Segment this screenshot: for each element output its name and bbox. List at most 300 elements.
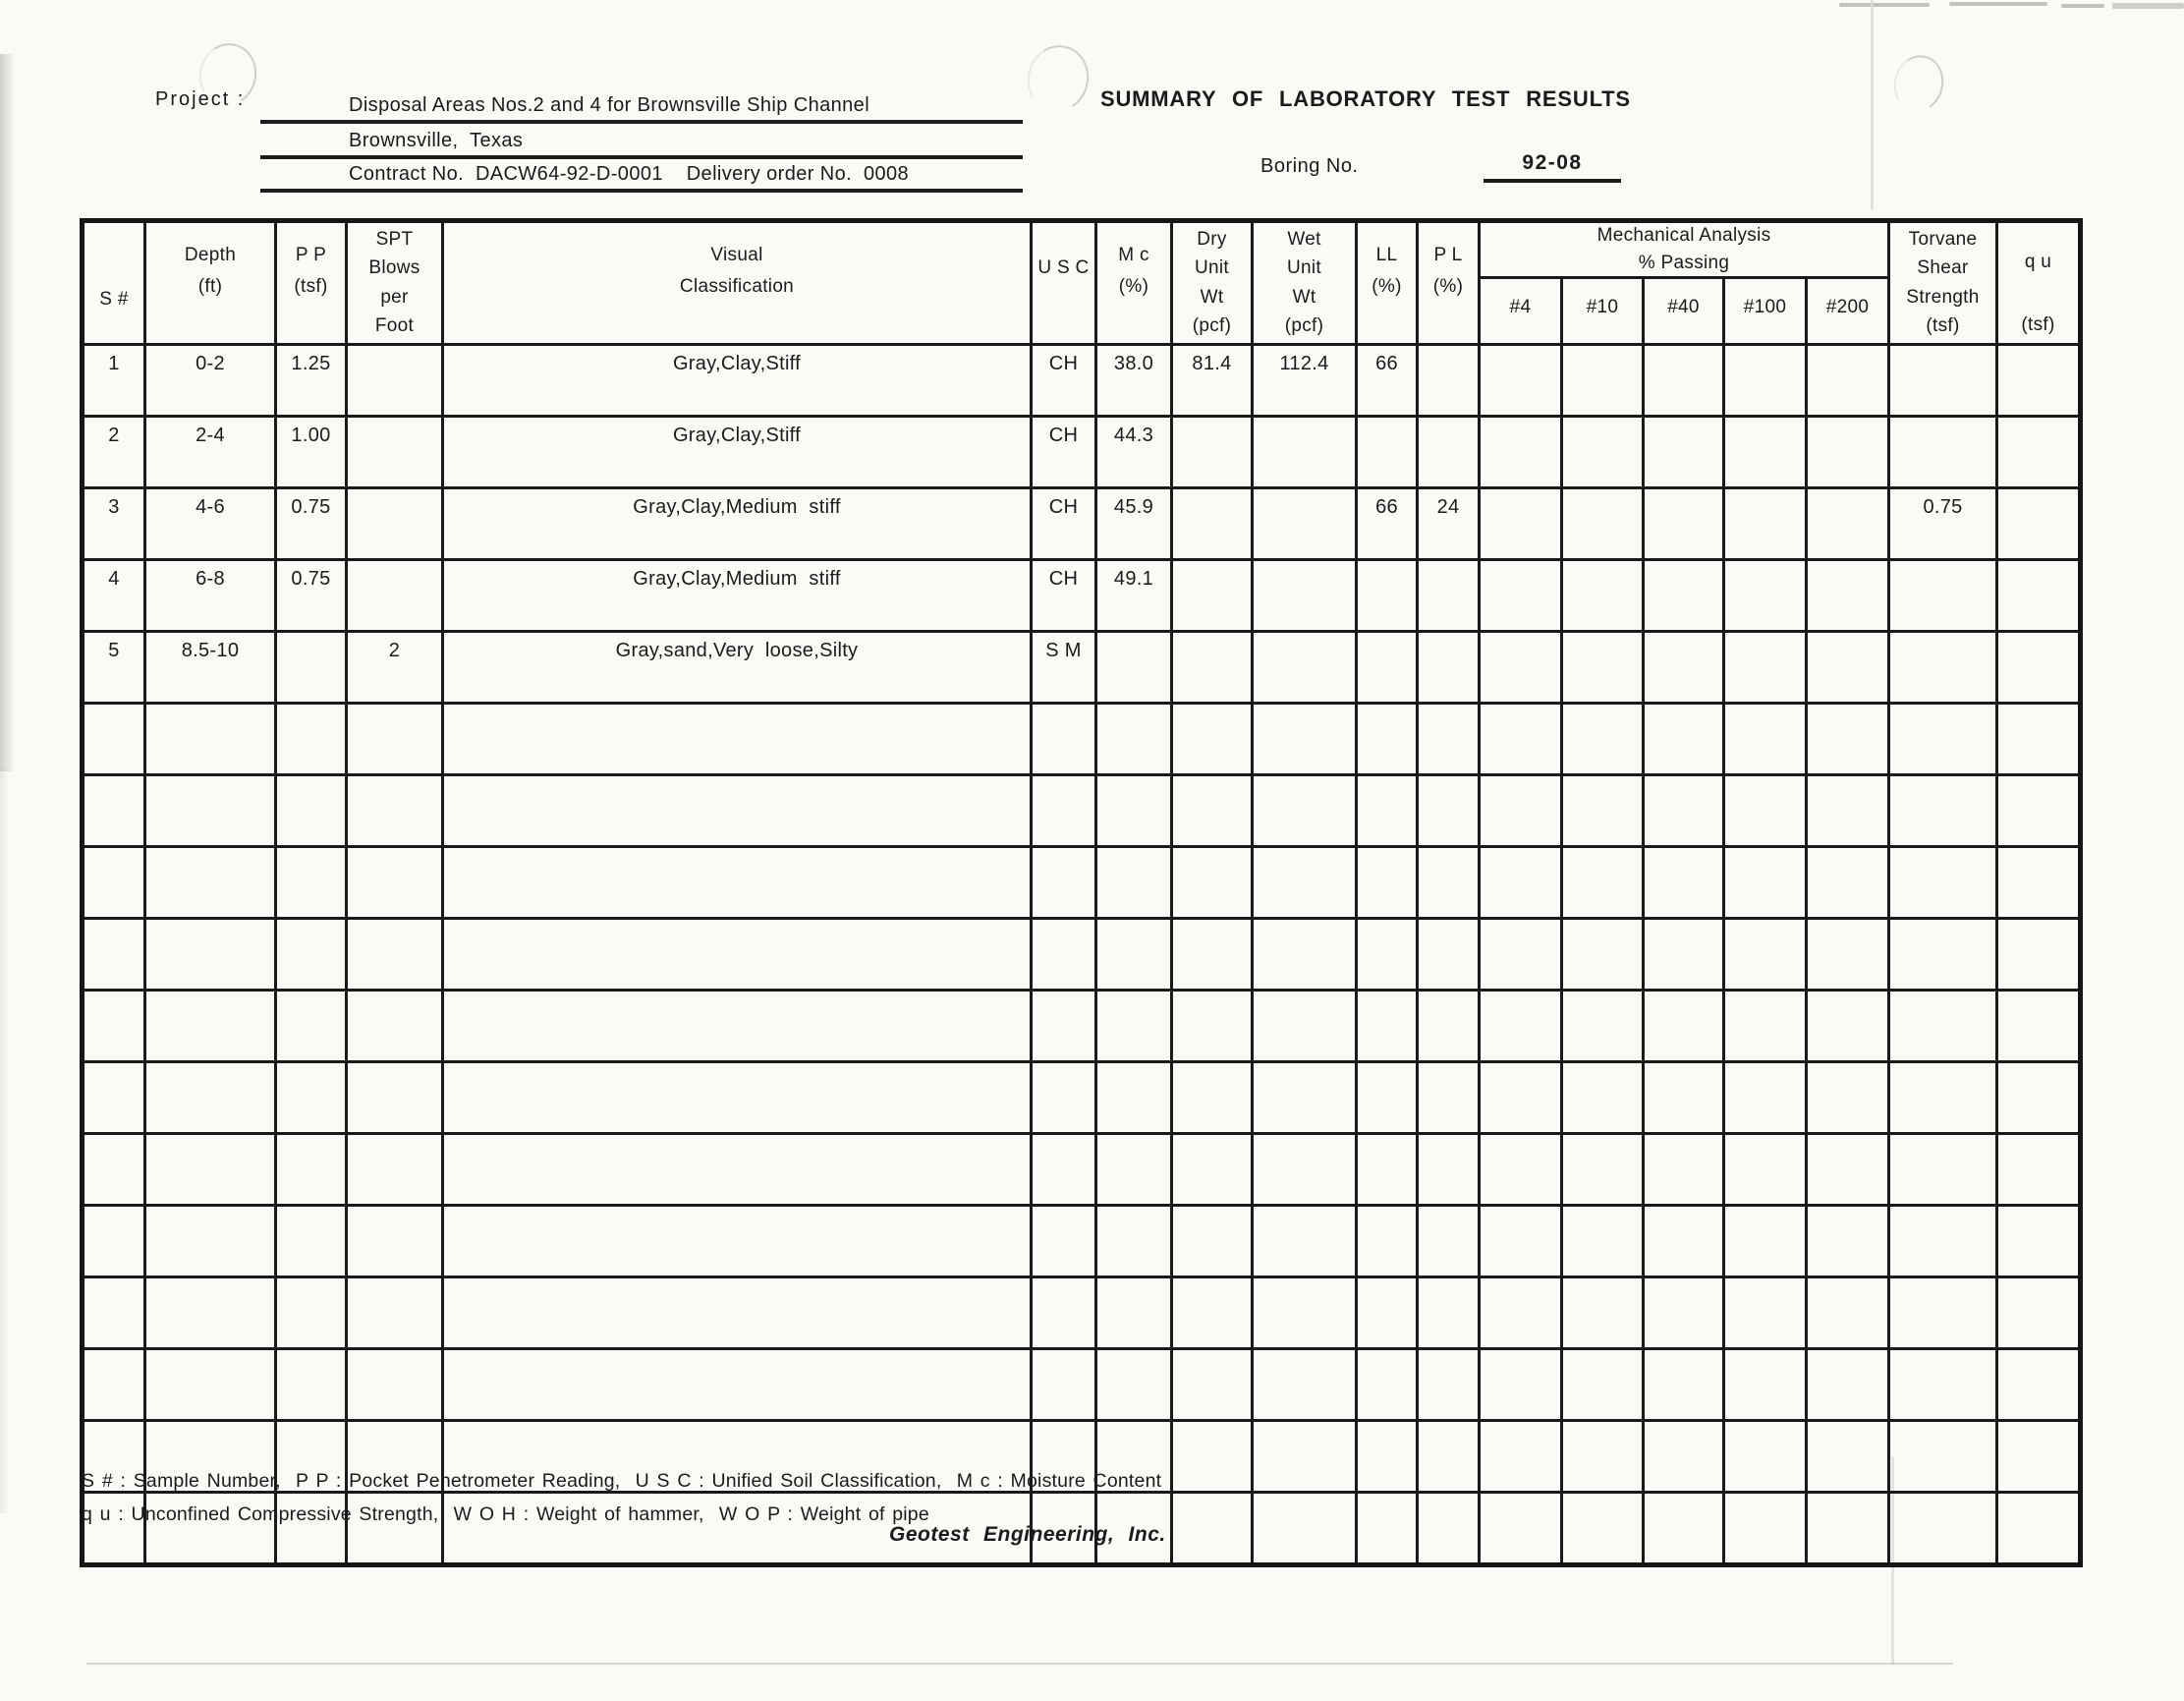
- scan-edge-shadow: [0, 54, 15, 771]
- scan-artifact-dash: [1949, 2, 2047, 6]
- table-row: [83, 560, 2081, 632]
- cell-passing_100: [1724, 704, 1807, 775]
- table-row: [83, 1349, 2081, 1421]
- cell-visual_classification: [443, 919, 1032, 991]
- col-header-torvane-shear: Torvane Shear Strength (tsf): [1889, 221, 1997, 345]
- cell-spt_blows: [347, 775, 443, 847]
- cell-torvane_shear: [1889, 1062, 1997, 1134]
- cell-passing_10: [1562, 919, 1644, 991]
- cell-spt_blows: [347, 488, 443, 560]
- cell-passing_200: [1807, 704, 1889, 775]
- cell-ll: [1357, 1206, 1418, 1277]
- cell-visual_classification: Gray,Clay,Medium stiff: [443, 488, 1032, 560]
- cell-pp: 0.75: [276, 488, 347, 560]
- punch-hole-mark-right: [1888, 50, 1950, 117]
- cell-qu: [1997, 345, 2081, 417]
- cell-passing_10: [1562, 1134, 1644, 1206]
- col-header-pl: P L (%): [1418, 221, 1480, 345]
- col-header-visual-classification: Visual Classification: [443, 221, 1032, 345]
- cell-torvane_shear: [1889, 1277, 1997, 1349]
- cell-qu: [1997, 1493, 2081, 1565]
- cell-passing_100: [1724, 488, 1807, 560]
- scan-artifact-hline-bottom: [86, 1663, 1953, 1665]
- cell-depth: 6-8: [145, 560, 276, 632]
- cell-passing_200: [1807, 1134, 1889, 1206]
- cell-passing_10: [1562, 847, 1644, 919]
- cell-passing_40: [1644, 991, 1724, 1062]
- cell-pl: [1418, 1493, 1480, 1565]
- cell-pl: [1418, 632, 1480, 704]
- cell-passing_100: [1724, 1134, 1807, 1206]
- cell-pp: [276, 919, 347, 991]
- cell-passing_4: [1480, 1349, 1562, 1421]
- cell-passing_10: [1562, 632, 1644, 704]
- cell-mc: [1096, 704, 1172, 775]
- cell-dry_unit_wt: [1172, 1421, 1253, 1493]
- cell-passing_100: [1724, 417, 1807, 488]
- cell-mc: [1096, 1134, 1172, 1206]
- cell-passing_40: [1644, 1134, 1724, 1206]
- table-row: [83, 632, 2081, 704]
- cell-ll: 66: [1357, 345, 1418, 417]
- cell-wet_unit_wt: [1253, 1493, 1357, 1565]
- cell-qu: [1997, 847, 2081, 919]
- cell-passing_4: [1480, 560, 1562, 632]
- col-header-ll: LL (%): [1357, 221, 1418, 345]
- cell-mc: [1096, 775, 1172, 847]
- cell-mc: 49.1: [1096, 560, 1172, 632]
- cell-ll: 66: [1357, 488, 1418, 560]
- col-header-mc: M c (%): [1096, 221, 1172, 345]
- cell-torvane_shear: [1889, 1206, 1997, 1277]
- cell-mc: [1096, 919, 1172, 991]
- cell-torvane_shear: [1889, 847, 1997, 919]
- cell-passing_40: [1644, 1421, 1724, 1493]
- cell-spt_blows: [347, 1277, 443, 1349]
- cell-passing_200: [1807, 632, 1889, 704]
- cell-visual_classification: Gray,sand,Very loose,Silty: [443, 632, 1032, 704]
- cell-mc: [1096, 632, 1172, 704]
- cell-passing_10: [1562, 775, 1644, 847]
- cell-passing_100: [1724, 1421, 1807, 1493]
- cell-s_no: 1: [83, 345, 145, 417]
- cell-passing_100: [1724, 1062, 1807, 1134]
- cell-ll: [1357, 775, 1418, 847]
- cell-passing_10: [1562, 417, 1644, 488]
- cell-depth: [145, 1277, 276, 1349]
- cell-passing_200: [1807, 417, 1889, 488]
- cell-usc: [1032, 1349, 1096, 1421]
- table-row: [83, 847, 2081, 919]
- cell-usc: [1032, 991, 1096, 1062]
- cell-passing_200: [1807, 1421, 1889, 1493]
- cell-torvane_shear: [1889, 1349, 1997, 1421]
- cell-spt_blows: [347, 1062, 443, 1134]
- cell-s_no: [83, 1206, 145, 1277]
- cell-passing_4: [1480, 1277, 1562, 1349]
- cell-pl: [1418, 1206, 1480, 1277]
- cell-ll: [1357, 847, 1418, 919]
- cell-usc: [1032, 919, 1096, 991]
- footnote-abbreviations-2: q u : Unconfined Compressive Strength, W O H : Weight of hammer, W O P : Weight of pipe: [82, 1503, 929, 1525]
- cell-s_no: [83, 1062, 145, 1134]
- cell-qu: [1997, 417, 2081, 488]
- cell-passing_200: [1807, 1349, 1889, 1421]
- cell-spt_blows: [347, 704, 443, 775]
- cell-passing_200: [1807, 1062, 1889, 1134]
- cell-passing_40: [1644, 632, 1724, 704]
- cell-dry_unit_wt: [1172, 1493, 1253, 1565]
- cell-qu: [1997, 560, 2081, 632]
- cell-depth: [145, 991, 276, 1062]
- cell-passing_40: [1644, 704, 1724, 775]
- cell-s_no: 4: [83, 560, 145, 632]
- cell-mc: [1096, 1349, 1172, 1421]
- company-name: Geotest Engineering, Inc.: [889, 1523, 1166, 1546]
- cell-pl: [1418, 1349, 1480, 1421]
- col-header-spt-blows: SPT Blows per Foot: [347, 221, 443, 345]
- cell-wet_unit_wt: [1253, 704, 1357, 775]
- project-label: Project :: [155, 88, 246, 110]
- cell-usc: CH: [1032, 345, 1096, 417]
- cell-passing_40: [1644, 847, 1724, 919]
- cell-ll: [1357, 1421, 1418, 1493]
- col-header-wet-unit-wt: Wet Unit Wt (pcf): [1253, 221, 1357, 345]
- cell-mc: [1096, 1277, 1172, 1349]
- cell-pl: [1418, 345, 1480, 417]
- col-header-passing-10: #10: [1562, 277, 1644, 344]
- cell-dry_unit_wt: [1172, 1062, 1253, 1134]
- cell-qu: [1997, 1421, 2081, 1493]
- cell-passing_200: [1807, 1206, 1889, 1277]
- cell-passing_200: [1807, 345, 1889, 417]
- cell-visual_classification: [443, 1349, 1032, 1421]
- cell-ll: [1357, 1134, 1418, 1206]
- cell-mc: 44.3: [1096, 417, 1172, 488]
- scan-artifact-dash: [2061, 4, 2104, 8]
- cell-usc: [1032, 1062, 1096, 1134]
- cell-torvane_shear: [1889, 1421, 1997, 1493]
- cell-passing_100: [1724, 1349, 1807, 1421]
- cell-wet_unit_wt: [1253, 1062, 1357, 1134]
- cell-passing_4: [1480, 919, 1562, 991]
- cell-ll: [1357, 417, 1418, 488]
- cell-passing_100: [1724, 345, 1807, 417]
- cell-s_no: 5: [83, 632, 145, 704]
- cell-depth: [145, 775, 276, 847]
- cell-s_no: [83, 775, 145, 847]
- cell-pl: [1418, 1134, 1480, 1206]
- cell-passing_100: [1724, 1277, 1807, 1349]
- punch-hole-mark-center: [1021, 39, 1096, 119]
- cell-spt_blows: [347, 560, 443, 632]
- cell-pp: [276, 1349, 347, 1421]
- scan-edge-shadow-lower: [0, 766, 9, 1513]
- cell-passing_10: [1562, 1062, 1644, 1134]
- cell-dry_unit_wt: [1172, 488, 1253, 560]
- cell-dry_unit_wt: [1172, 1349, 1253, 1421]
- cell-ll: [1357, 919, 1418, 991]
- cell-usc: CH: [1032, 417, 1096, 488]
- cell-torvane_shear: [1889, 991, 1997, 1062]
- footnote-abbreviations-1: S # : Sample Number, P P : Pocket Penetrometer Reading, U S C : Unified Soil Classification, M c : Moisture Content: [82, 1470, 1162, 1492]
- cell-passing_10: [1562, 1493, 1644, 1565]
- cell-depth: [145, 1062, 276, 1134]
- table-row: [83, 345, 2081, 417]
- cell-s_no: [83, 847, 145, 919]
- cell-passing_200: [1807, 1493, 1889, 1565]
- cell-passing_4: [1480, 1062, 1562, 1134]
- cell-torvane_shear: [1889, 1493, 1997, 1565]
- cell-passing_10: [1562, 1206, 1644, 1277]
- cell-wet_unit_wt: [1253, 919, 1357, 991]
- cell-depth: 4-6: [145, 488, 276, 560]
- cell-pp: [276, 847, 347, 919]
- cell-passing_4: [1480, 488, 1562, 560]
- cell-dry_unit_wt: [1172, 632, 1253, 704]
- cell-passing_200: [1807, 488, 1889, 560]
- cell-torvane_shear: [1889, 775, 1997, 847]
- col-header-qu: q u (tsf): [1997, 221, 2081, 345]
- col-header-dry-unit-wt: Dry Unit Wt (pcf): [1172, 221, 1253, 345]
- cell-passing_100: [1724, 775, 1807, 847]
- cell-usc: [1032, 1277, 1096, 1349]
- cell-spt_blows: [347, 1134, 443, 1206]
- cell-mc: [1096, 1206, 1172, 1277]
- cell-ll: [1357, 704, 1418, 775]
- scan-artifact-vline-top: [1871, 0, 1874, 210]
- cell-torvane_shear: [1889, 560, 1997, 632]
- cell-torvane_shear: [1889, 632, 1997, 704]
- cell-spt_blows: [347, 847, 443, 919]
- scan-artifact-dash: [1839, 3, 1930, 7]
- cell-passing_4: [1480, 345, 1562, 417]
- cell-dry_unit_wt: [1172, 1277, 1253, 1349]
- cell-wet_unit_wt: [1253, 1421, 1357, 1493]
- cell-passing_100: [1724, 1206, 1807, 1277]
- cell-qu: [1997, 991, 2081, 1062]
- cell-pl: [1418, 560, 1480, 632]
- cell-dry_unit_wt: [1172, 847, 1253, 919]
- cell-pl: [1418, 417, 1480, 488]
- cell-pl: [1418, 775, 1480, 847]
- col-header-sample-no: S #: [83, 221, 145, 345]
- cell-mc: [1096, 847, 1172, 919]
- cell-passing_4: [1480, 1134, 1562, 1206]
- cell-passing_40: [1644, 1349, 1724, 1421]
- cell-usc: [1032, 1134, 1096, 1206]
- cell-dry_unit_wt: [1172, 560, 1253, 632]
- cell-spt_blows: [347, 1206, 443, 1277]
- cell-passing_40: [1644, 1062, 1724, 1134]
- cell-qu: [1997, 775, 2081, 847]
- project-line-3: Contract No. DACW64-92-D-0001 Delivery order No. 0008: [260, 155, 1023, 193]
- cell-wet_unit_wt: 112.4: [1253, 345, 1357, 417]
- col-header-pp: P P (tsf): [276, 221, 347, 345]
- cell-pp: [276, 1134, 347, 1206]
- cell-visual_classification: [443, 1206, 1032, 1277]
- page-title: SUMMARY OF LABORATORY TEST RESULTS: [1100, 86, 1631, 111]
- cell-pp: [276, 1206, 347, 1277]
- cell-passing_4: [1480, 632, 1562, 704]
- cell-wet_unit_wt: [1253, 417, 1357, 488]
- cell-pp: [276, 991, 347, 1062]
- cell-passing_100: [1724, 919, 1807, 991]
- cell-passing_40: [1644, 488, 1724, 560]
- cell-passing_200: [1807, 560, 1889, 632]
- cell-s_no: [83, 1134, 145, 1206]
- cell-pp: [276, 632, 347, 704]
- cell-visual_classification: [443, 775, 1032, 847]
- cell-passing_10: [1562, 1349, 1644, 1421]
- cell-depth: [145, 704, 276, 775]
- cell-spt_blows: [347, 1349, 443, 1421]
- cell-pl: [1418, 991, 1480, 1062]
- cell-visual_classification: [443, 991, 1032, 1062]
- cell-passing_10: [1562, 1277, 1644, 1349]
- cell-ll: [1357, 1277, 1418, 1349]
- cell-passing_100: [1724, 632, 1807, 704]
- table-row: [83, 488, 2081, 560]
- cell-qu: [1997, 704, 2081, 775]
- cell-torvane_shear: [1889, 704, 1997, 775]
- cell-s_no: [83, 1349, 145, 1421]
- cell-wet_unit_wt: [1253, 991, 1357, 1062]
- cell-spt_blows: [347, 991, 443, 1062]
- scan-artifact-dash: [2112, 3, 2184, 9]
- cell-passing_4: [1480, 1421, 1562, 1493]
- cell-spt_blows: [347, 417, 443, 488]
- cell-dry_unit_wt: [1172, 991, 1253, 1062]
- cell-ll: [1357, 1349, 1418, 1421]
- cell-torvane_shear: [1889, 345, 1997, 417]
- cell-torvane_shear: [1889, 1134, 1997, 1206]
- cell-pp: 1.00: [276, 417, 347, 488]
- cell-pl: [1418, 1421, 1480, 1493]
- cell-usc: [1032, 704, 1096, 775]
- cell-usc: S M: [1032, 632, 1096, 704]
- table-row: [83, 1062, 2081, 1134]
- cell-pl: [1418, 847, 1480, 919]
- cell-ll: [1357, 1493, 1418, 1565]
- cell-dry_unit_wt: [1172, 775, 1253, 847]
- col-header-passing-4: #4: [1480, 277, 1562, 344]
- col-header-usc: U S C: [1032, 221, 1096, 345]
- cell-depth: 2-4: [145, 417, 276, 488]
- cell-passing_4: [1480, 1206, 1562, 1277]
- cell-dry_unit_wt: [1172, 704, 1253, 775]
- cell-pl: [1418, 1277, 1480, 1349]
- cell-s_no: [83, 1277, 145, 1349]
- cell-qu: [1997, 1062, 2081, 1134]
- cell-spt_blows: [347, 345, 443, 417]
- col-header-passing-40: #40: [1644, 277, 1724, 344]
- cell-passing_4: [1480, 991, 1562, 1062]
- table-row: [83, 704, 2081, 775]
- cell-visual_classification: Gray,Clay,Medium stiff: [443, 560, 1032, 632]
- cell-visual_classification: [443, 1134, 1032, 1206]
- cell-passing_200: [1807, 775, 1889, 847]
- cell-passing_40: [1644, 560, 1724, 632]
- cell-pl: [1418, 919, 1480, 991]
- table-row: [83, 991, 2081, 1062]
- cell-passing_200: [1807, 919, 1889, 991]
- cell-passing_10: [1562, 345, 1644, 417]
- cell-passing_40: [1644, 919, 1724, 991]
- cell-dry_unit_wt: [1172, 1206, 1253, 1277]
- cell-qu: [1997, 1206, 2081, 1277]
- cell-dry_unit_wt: [1172, 919, 1253, 991]
- cell-pp: [276, 704, 347, 775]
- table-row: [83, 1206, 2081, 1277]
- cell-passing_100: [1724, 560, 1807, 632]
- cell-visual_classification: [443, 1277, 1032, 1349]
- cell-ll: [1357, 1062, 1418, 1134]
- cell-visual_classification: [443, 1062, 1032, 1134]
- cell-depth: [145, 1206, 276, 1277]
- cell-s_no: [83, 919, 145, 991]
- cell-dry_unit_wt: [1172, 417, 1253, 488]
- cell-depth: 0-2: [145, 345, 276, 417]
- cell-passing_200: [1807, 847, 1889, 919]
- cell-passing_4: [1480, 775, 1562, 847]
- cell-passing_4: [1480, 704, 1562, 775]
- cell-qu: [1997, 632, 2081, 704]
- cell-wet_unit_wt: [1253, 560, 1357, 632]
- cell-mc: 38.0: [1096, 345, 1172, 417]
- cell-depth: 8.5-10: [145, 632, 276, 704]
- cell-wet_unit_wt: [1253, 488, 1357, 560]
- cell-pl: 24: [1418, 488, 1480, 560]
- cell-mc: 45.9: [1096, 488, 1172, 560]
- cell-wet_unit_wt: [1253, 775, 1357, 847]
- cell-passing_10: [1562, 1421, 1644, 1493]
- cell-spt_blows: 2: [347, 632, 443, 704]
- cell-usc: CH: [1032, 560, 1096, 632]
- cell-wet_unit_wt: [1253, 1349, 1357, 1421]
- table-row: [83, 417, 2081, 488]
- cell-ll: [1357, 632, 1418, 704]
- cell-s_no: [83, 704, 145, 775]
- cell-visual_classification: Gray,Clay,Stiff: [443, 417, 1032, 488]
- project-line-1: Disposal Areas Nos.2 and 4 for Brownsville Ship Channel: [260, 85, 1023, 124]
- cell-wet_unit_wt: [1253, 1206, 1357, 1277]
- cell-dry_unit_wt: [1172, 1134, 1253, 1206]
- cell-ll: [1357, 991, 1418, 1062]
- cell-torvane_shear: 0.75: [1889, 488, 1997, 560]
- cell-passing_4: [1480, 417, 1562, 488]
- cell-wet_unit_wt: [1253, 632, 1357, 704]
- boring-no-value: 92-08: [1484, 151, 1621, 183]
- cell-passing_40: [1644, 775, 1724, 847]
- cell-passing_10: [1562, 991, 1644, 1062]
- cell-depth: [145, 919, 276, 991]
- cell-pp: 0.75: [276, 560, 347, 632]
- cell-mc: [1096, 991, 1172, 1062]
- cell-passing_40: [1644, 417, 1724, 488]
- cell-passing_4: [1480, 1493, 1562, 1565]
- cell-depth: [145, 1349, 276, 1421]
- cell-passing_40: [1644, 345, 1724, 417]
- cell-usc: [1032, 847, 1096, 919]
- cell-passing_40: [1644, 1277, 1724, 1349]
- cell-passing_40: [1644, 1493, 1724, 1565]
- boring-no-label: Boring No.: [1260, 155, 1359, 177]
- cell-pl: [1418, 1062, 1480, 1134]
- cell-wet_unit_wt: [1253, 1277, 1357, 1349]
- cell-wet_unit_wt: [1253, 847, 1357, 919]
- cell-depth: [145, 847, 276, 919]
